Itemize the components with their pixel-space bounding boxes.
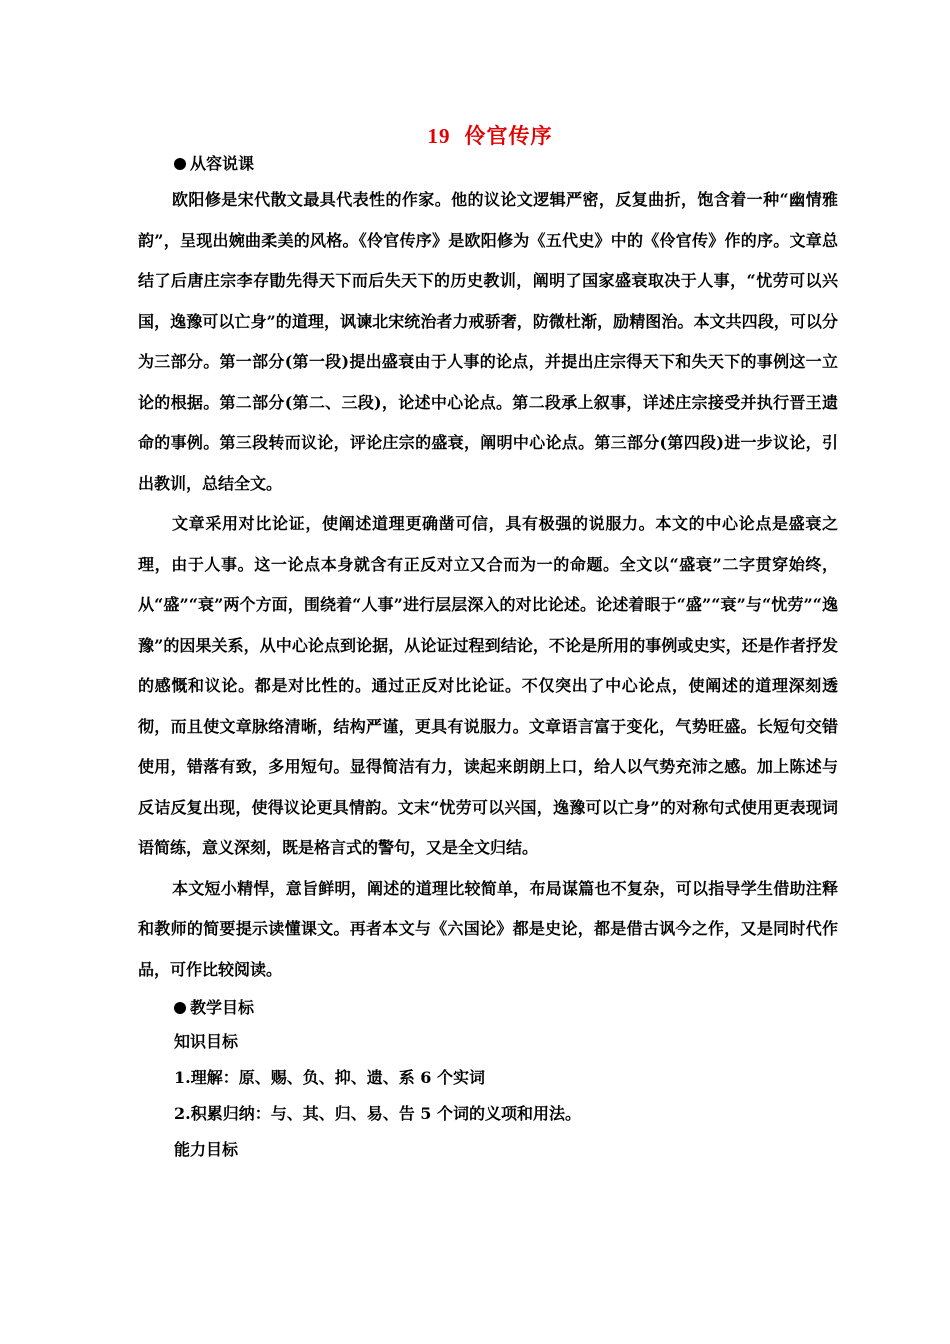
lesson-title-text: 伶官传序 [464, 123, 553, 148]
lesson-title [0, 120, 950, 150]
goal-item-1: 1.理解：原、赐、负、抑、遗、系 6 个实词 [174, 1068, 485, 1087]
paragraph-2: 文章采用对比论证，使阐述道理更确凿可信，具有极强的说服力。本文的中心论点是盛衰之理，由于人事。这一论点本身就含有正反对立又合而为一的命题。全文以“盛衰”二字贯穿始终，从“盛”“衰”两个方面，围绕着“人事”进行层层深入的对比论述。论述着眼于“盛”“衰”与“忧劳”“逸豫”的因果关系，从中心论点到论据，从论证过程到结论，不论是所用的事例或史实，还是作者抒发的感慨和议论。都是对比性的。通过正反对比论证。不仅突出了中心论点，使阐述的道理深刻透彻，而且使文章脉络清晰，结构严谨，更具有说服力。文章语言富于变化，气势旺盛。长短句交错使用，错落有致，多用短句。显得简洁有力，读起来朗朗上口，给人以气势充沛之感。加上陈述与反诘反复出现，使得议论更具情韵。文末“忧劳可以兴国，逸豫可以亡身”的对称句式使用更表现词语简练，意义深刻，既是格言式的警句，又是全文归结。 [138, 514, 838, 857]
knowledge-goals-label: 知识目标 [174, 1032, 239, 1051]
ability-goals-label: 能力目标 [174, 1140, 239, 1159]
document-body [138, 148, 838, 1168]
goal-item-2: 2.积累归纳：与、其、归、易、告 5 个词的义项和用法。 [174, 1104, 581, 1123]
lesson-number: 19 [427, 124, 451, 148]
bullet-icon [174, 158, 186, 170]
section-heading-teaching-goals: 教学目标 [138, 992, 838, 1024]
section-heading-lesson-talk: 从容说课 [138, 148, 838, 180]
bullet-icon [174, 1002, 186, 1014]
paragraph-3: 本文短小精悍，意旨鲜明，阐述的道理比较简单，布局谋篇也不复杂，可以指导学生借助注释和教师的简要提示读懂课文。再者本文与《六国论》都是史论，都是借古讽今之作，又是同时代作品，可作比较阅读。 [138, 878, 838, 979]
paragraph-1: 欧阳修是宋代散文最具代表性的作家。他的议论文逻辑严密，反复曲折，饱含着一种“幽情雅韵”，呈现出婉曲柔美的风格。《伶官传序》是欧阳修为《五代史》中的《伶官传》作的序。文章总结了后唐庄宗李存勖先得天下而后失天下的历史教训，阐明了国家盛衰取决于人事，“忧劳可以兴国，逸豫可以亡身”的道理，讽谏北宋统治者力戒骄奢，防微杜渐，励精图治。本文共四段，可以分为三部分。第一部分(第一段)提出盛衰由于人事的论点，并提出庄宗得天下和失天下的事例这一立论的根据。第二部分(第二、三段)，论述中心论点。第二段承上叙事，详述庄宗接受并执行晋王遗命的事例。第三段转而议论，评论庄宗的盛衰，阐明中心论点。第三部分(第四段)进一步议论，引出教训，总结全文。 [138, 190, 838, 493]
